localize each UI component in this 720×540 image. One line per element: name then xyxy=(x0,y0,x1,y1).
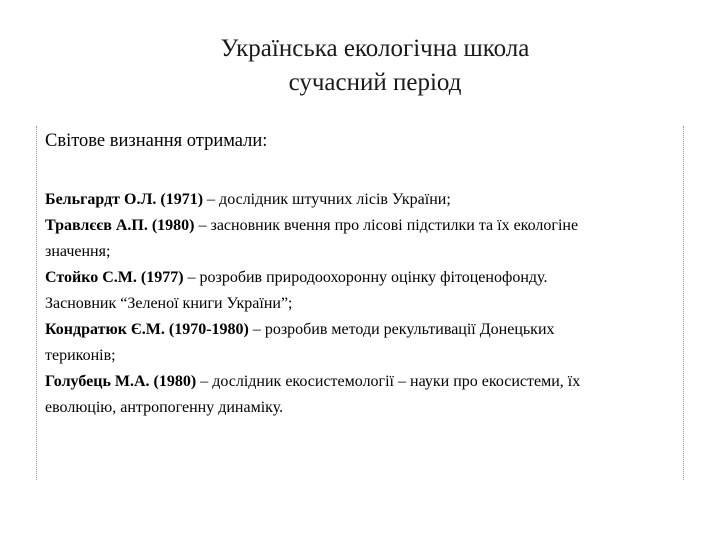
scientist-name: Кондратюк Є.М. (1970-1980) xyxy=(45,321,249,338)
list-item xyxy=(45,265,605,317)
scientist-name: Бельгардт О.Л. (1971) xyxy=(45,191,204,208)
scientist-name: Травлєєв А.П. (1980) xyxy=(45,217,195,234)
list-item xyxy=(45,317,605,369)
scientist-description: – розробив природоохоронну оцінку фітоценофонду. Засновник “Зеленої книги України”; xyxy=(45,269,548,312)
scientist-name: Стойко С.М. (1977) xyxy=(45,269,184,286)
list-item xyxy=(45,213,605,265)
scientist-name: Голубець М.А. (1980) xyxy=(45,373,197,390)
list-item xyxy=(45,369,605,421)
scientist-description: – засновник вчення про лісові підстилки та їх екологіне значення; xyxy=(45,217,579,260)
title-line-2: сучасний період xyxy=(288,69,462,96)
list-item xyxy=(45,187,605,213)
entries-list xyxy=(45,187,605,421)
scientist-description: – дослідник екосистемології – науки про екосистеми, їх еволюцію, антропогенну динаміку. xyxy=(45,373,581,416)
content-heading: Світове визнання отримали: xyxy=(45,131,268,151)
scientist-description: – дослідник штучних лісів України; xyxy=(203,191,451,208)
title-line-1: Українська екологічна школа xyxy=(220,35,530,62)
scientist-description: – розробив методи рекультивації Донецьких териконів; xyxy=(45,321,555,364)
content-box xyxy=(36,126,684,480)
slide-title xyxy=(0,32,720,100)
